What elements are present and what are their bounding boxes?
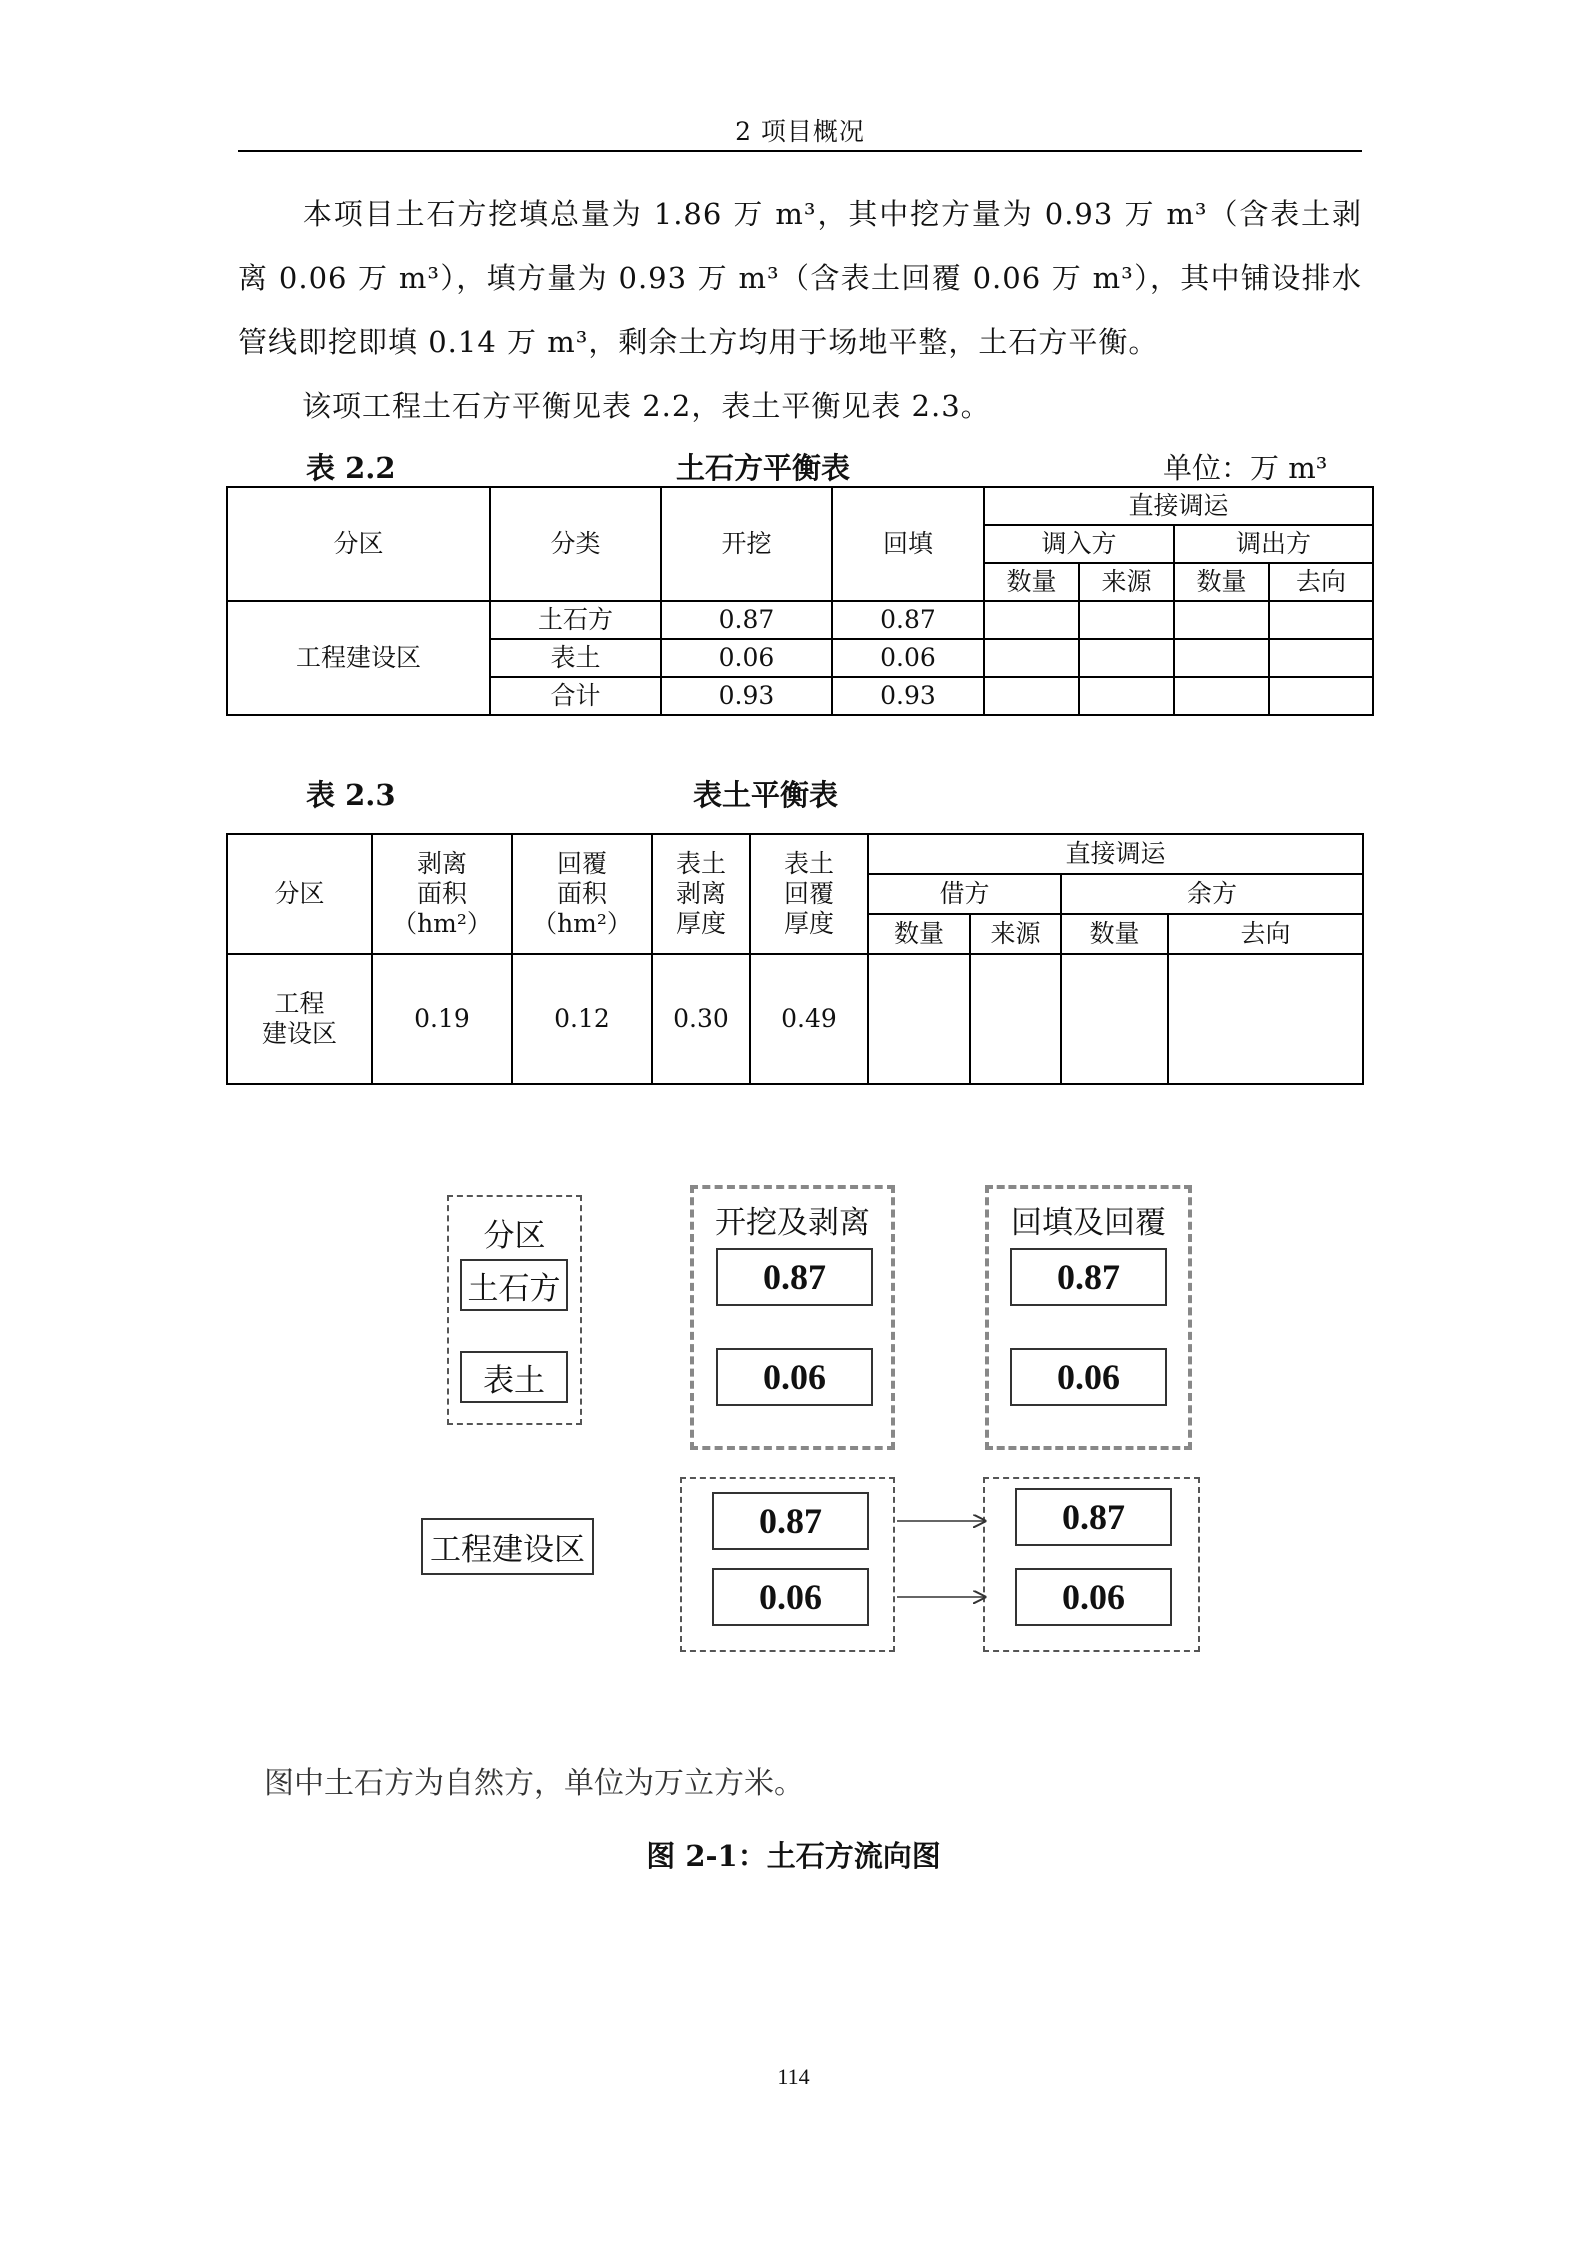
th-strip-thickness: 表土 剥离 厚度 xyxy=(652,834,750,954)
page-number: 114 xyxy=(777,2064,810,2089)
legend-title: 分区 xyxy=(483,1218,546,1254)
table-cell: 0.12 xyxy=(512,954,652,1084)
th-zone: 分区 xyxy=(227,487,490,601)
legend-earth: 土石方 xyxy=(460,1259,568,1311)
table-cell: 土石方 xyxy=(490,601,661,639)
th-strip-area: 剥离 面积 （hm²） xyxy=(372,834,512,954)
table-cell: 0.87 xyxy=(832,601,984,639)
zone-excavate-earth: 0.87 xyxy=(712,1492,869,1550)
paragraph-2-text: 该项工程土石方平衡见表 2.2，表土平衡见表 2.3。 xyxy=(302,389,991,423)
table22-number: 表 2.2 xyxy=(306,451,396,485)
fill-earth-value: 0.87 xyxy=(1010,1248,1167,1306)
th-zone: 分区 xyxy=(227,834,372,954)
th-transfer-out: 调出方 xyxy=(1174,525,1373,563)
table-cell: 0.93 xyxy=(661,677,832,715)
th-direct-transfer: 直接调运 xyxy=(984,487,1373,525)
th-in-qty: 数量 xyxy=(984,563,1079,601)
figure-caption: 图 2-1：土石方流向图 xyxy=(646,1839,941,1873)
th-surplus-dest: 去向 xyxy=(1168,914,1363,954)
zone-fill-earth: 0.87 xyxy=(1015,1488,1172,1546)
th-out-dest: 去向 xyxy=(1269,563,1373,601)
table-cell: 合计 xyxy=(490,677,661,715)
table-cell: 0.19 xyxy=(372,954,512,1084)
th-cover-thickness: 表土 回覆 厚度 xyxy=(750,834,868,954)
table-cell: 0.49 xyxy=(750,954,868,1084)
table23-title: 表土平衡表 xyxy=(693,778,839,812)
th-transfer-in: 调入方 xyxy=(984,525,1174,563)
th-borrow-qty: 数量 xyxy=(868,914,970,954)
th-category: 分类 xyxy=(490,487,661,601)
th-direct-transfer: 直接调运 xyxy=(868,834,1363,874)
fill-title: 回填及回覆 xyxy=(1011,1205,1166,1241)
th-borrow-source: 来源 xyxy=(970,914,1061,954)
table-cell: 0.06 xyxy=(661,639,832,677)
zone-excavate-topsoil: 0.06 xyxy=(712,1568,869,1626)
fill-topsoil-value: 0.06 xyxy=(1010,1348,1167,1406)
table-cell: 0.30 xyxy=(652,954,750,1084)
table22-title: 土石方平衡表 xyxy=(676,451,851,485)
page-header: 2 项目概况 xyxy=(735,117,865,146)
excavate-topsoil-value: 0.06 xyxy=(716,1348,873,1406)
zone-cell: 工程 建设区 xyxy=(227,954,372,1084)
paragraph-1-text: 本项目土石方挖填总量为 1.86 万 m³，其中挖方量为 0.93 万 m³（含表土剥离 0.06 万 m³），填方量为 0.93 万 m³（含表土回覆 0.06 万 m³），其中铺设排水管线即挖即填 0.14 万 m³，剩余土方均用于场地平整，土石方平衡。 xyxy=(238,197,1362,359)
table-cell: 0.93 xyxy=(832,677,984,715)
th-in-source: 来源 xyxy=(1079,563,1174,601)
th-surplus-qty: 数量 xyxy=(1061,914,1168,954)
legend-topsoil: 表土 xyxy=(460,1351,568,1403)
th-out-qty: 数量 xyxy=(1174,563,1269,601)
table-cell: 表土 xyxy=(490,639,661,677)
th-cover-area: 回覆 面积 （hm²） xyxy=(512,834,652,954)
th-fill: 回填 xyxy=(832,487,984,601)
table23-number: 表 2.3 xyxy=(306,778,396,812)
zone-fill-topsoil: 0.06 xyxy=(1015,1568,1172,1626)
excavate-title: 开挖及剥离 xyxy=(715,1205,870,1241)
diagram-note: 图中土石方为自然方，单位为万立方米。 xyxy=(264,1766,804,1801)
table22-unit: 单位：万 m³ xyxy=(1163,451,1328,485)
th-surplus: 余方 xyxy=(1061,874,1363,914)
th-excavation: 开挖 xyxy=(661,487,832,601)
zone-label: 工程建设区 xyxy=(421,1518,594,1575)
table-cell: 0.87 xyxy=(661,601,832,639)
table-cell: 0.06 xyxy=(832,639,984,677)
zone-cell: 工程建设区 xyxy=(227,601,490,715)
excavate-earth-value: 0.87 xyxy=(716,1248,873,1306)
th-borrow: 借方 xyxy=(868,874,1061,914)
